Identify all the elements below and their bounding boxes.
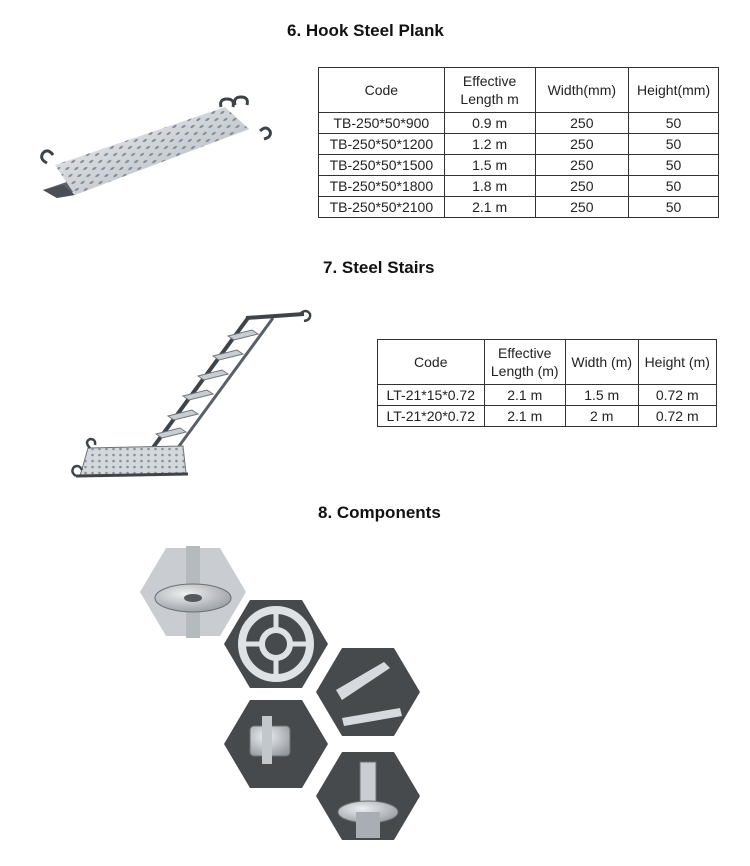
section-title-steel-stairs: 7. Steel Stairs (323, 258, 435, 277)
section-title-hook-steel-plank: 6. Hook Steel Plank (287, 21, 444, 40)
column-header-width: Width (m) (565, 340, 638, 385)
column-header-code: Code (319, 68, 445, 113)
cell-length: 2.1 m (444, 197, 535, 218)
cell-length: 2.1 m (484, 406, 565, 427)
cell-width: 250 (535, 155, 629, 176)
column-header-code: Code (378, 340, 485, 385)
cell-height: 50 (629, 197, 719, 218)
column-header-effective-length: Effective Length (m) (484, 340, 565, 385)
hex-rosette-joint (140, 546, 246, 638)
table-row (319, 176, 719, 197)
cell-code: TB-250*50*1500 (319, 155, 445, 176)
cell-height: 0.72 m (638, 385, 717, 406)
cell-width: 250 (535, 134, 629, 155)
cell-length: 1.5 m (444, 155, 535, 176)
cell-height: 50 (629, 176, 719, 197)
table-row (319, 134, 719, 155)
table-header-row (378, 340, 717, 385)
cell-length: 2.1 m (484, 385, 565, 406)
cell-code: TB-250*50*2100 (319, 197, 445, 218)
cell-length: 1.2 m (444, 134, 535, 155)
table-row (378, 385, 717, 406)
column-header-height: Height (m) (638, 340, 717, 385)
cell-height: 50 (629, 155, 719, 176)
cell-width: 250 (535, 197, 629, 218)
cell-length: 0.9 m (444, 113, 535, 134)
hex-rosette-ring (224, 600, 328, 688)
table-header-row (319, 68, 719, 113)
cell-width: 250 (535, 176, 629, 197)
table-row (319, 155, 719, 176)
cell-code: TB-250*50*1800 (319, 176, 445, 197)
column-header-height: Height(mm) (629, 68, 719, 113)
cell-width: 1.5 m (565, 385, 638, 406)
table-row (319, 113, 719, 134)
hex-ledger-coupler (224, 700, 328, 788)
hook-steel-plank-table (318, 67, 719, 218)
hook-steel-plank-image (35, 95, 275, 210)
cell-code: LT-21*20*0.72 (378, 406, 485, 427)
section-title-components: 8. Components (318, 503, 441, 522)
steel-stairs-table (377, 339, 717, 427)
column-header-width: Width(mm) (535, 68, 629, 113)
hex-base-collar (316, 752, 420, 840)
hex-ledger-heads (316, 648, 420, 736)
cell-height: 50 (629, 134, 719, 155)
cell-width: 2 m (565, 406, 638, 427)
components-collage-image (138, 540, 438, 862)
cell-height: 50 (629, 113, 719, 134)
cell-code: TB-250*50*900 (319, 113, 445, 134)
cell-width: 250 (535, 113, 629, 134)
cell-code: LT-21*15*0.72 (378, 385, 485, 406)
cell-length: 1.8 m (444, 176, 535, 197)
steel-stairs-image (68, 308, 313, 483)
table-row (378, 406, 717, 427)
column-header-effective-length: Effective Length m (444, 68, 535, 113)
cell-height: 0.72 m (638, 406, 717, 427)
table-row (319, 197, 719, 218)
cell-code: TB-250*50*1200 (319, 134, 445, 155)
